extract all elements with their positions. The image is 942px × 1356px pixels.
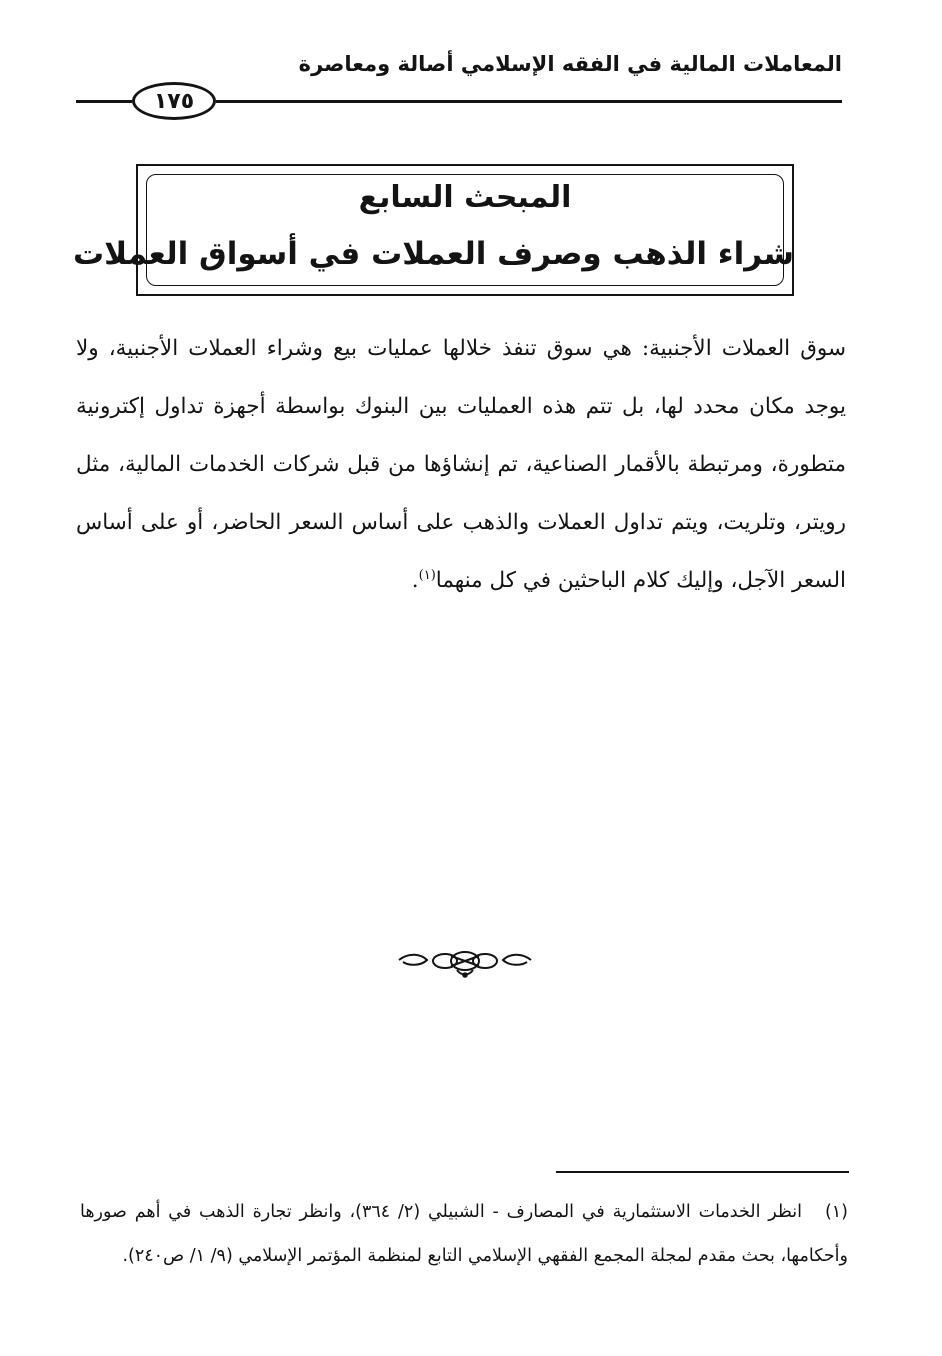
section-subtitle: شراء الذهب وصرف العملات في أسواق العملات [72,236,794,272]
header-rule-left [76,100,132,103]
section-title: المبحث السابع [358,180,572,215]
body-text: هي سوق تنفذ خلالها عمليات بيع وشراء العملات الأجنبية، ولا يوجد مكان محدد لها، بل تتم هذه العمليات بين البنوك بواسطة أجهزة تداول إكترونية متطورة، ومرتبطة بالأقمار الصناعية، تم إنشاؤها من قبل شركات الخدمات المالية، مثل رويتر، وتلريت، ويتم تداول العملات والذهب على أساس السعر الحاضر، أو على أساس السعر الآجل، وإليك كلام الباحثين في كل منهما [76,336,846,593]
body-end: . [411,568,419,593]
page-number: ١٧٥ [132,82,216,120]
footnote-reference: (١) [418,567,436,583]
body-paragraph [76,320,846,610]
header-rule-right [216,100,842,103]
footnote [80,1190,848,1278]
body-term: سوق العملات الأجنبية: [641,336,846,361]
footnote-text: انظر الخدمات الاستثمارية في المصارف - الشبيلي (٢/ ٣٦٤)، وانظر تجارة الذهب في أهم صورها وأحكامها، بحث مقدم لمجلة المجمع الفقهي الإسلامي التابع لمنظمة المؤتمر الإسلامي (٩/ ١/ ص٢٤٠). [80,1202,848,1266]
ornament-divider-icon [395,948,535,978]
footnote-rule [556,1171,849,1173]
footnote-number: (١) [824,1202,848,1222]
running-header: المعاملات المالية في الفقه الإسلامي أصالة ومعاصرة [298,52,842,76]
